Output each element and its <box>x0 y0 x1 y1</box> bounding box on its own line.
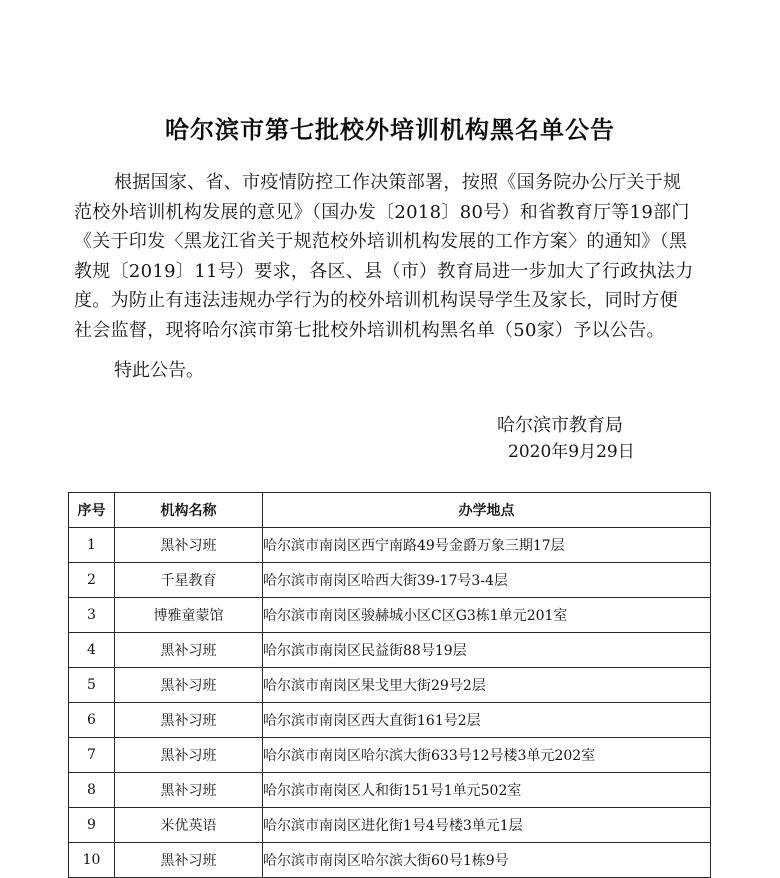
institution-name: 黑补习班 <box>115 843 263 878</box>
table-header-row <box>69 493 711 528</box>
closing-text: 特此公告。 <box>114 360 204 381</box>
institution-name: 黑补习班 <box>115 668 263 703</box>
institution-address: 哈尔滨市南岗区哈尔滨大街60号1栋9号 <box>263 843 711 878</box>
table-row <box>69 633 711 668</box>
header-name: 机构名称 <box>115 493 263 528</box>
institution-address: 哈尔滨市南岗区人和街151号1单元502室 <box>263 773 711 808</box>
institution-name: 黑补习班 <box>115 703 263 738</box>
institution-address: 哈尔滨市南岗区骏赫城小区C区G3栋1单元201室 <box>263 598 711 633</box>
table-row <box>69 528 711 563</box>
institution-address: 哈尔滨市南岗区进化街1号4号楼3单元1层 <box>263 808 711 843</box>
table-row <box>69 738 711 773</box>
institution-name: 千星教育 <box>115 563 263 598</box>
institution-address: 哈尔滨市南岗区西大直街161号2层 <box>263 703 711 738</box>
institution-address: 哈尔滨市南岗区西宁南路49号金爵万象三期17层 <box>263 528 711 563</box>
row-number: 5 <box>69 668 115 703</box>
issue-date: 2020年9月29日 <box>508 442 635 462</box>
institution-address: 哈尔滨市南岗区果戈里大街29号2层 <box>263 668 711 703</box>
institution-name: 博雅童蒙馆 <box>115 598 263 633</box>
table-row <box>69 703 711 738</box>
header-no: 序号 <box>69 493 115 528</box>
table-row <box>69 843 711 878</box>
institution-address: 哈尔滨市南岗区哈西大街39-17号3-4层 <box>263 563 711 598</box>
row-number: 1 <box>69 528 115 563</box>
row-number: 10 <box>69 843 115 878</box>
blacklist-table <box>68 492 711 878</box>
institution-name: 黑补习班 <box>115 528 263 563</box>
institution-name: 黑补习班 <box>115 738 263 773</box>
table-row <box>69 563 711 598</box>
table-row <box>69 773 711 808</box>
row-number: 6 <box>69 703 115 738</box>
institution-name: 黑补习班 <box>115 633 263 668</box>
row-number: 7 <box>69 738 115 773</box>
institution-name: 米优英语 <box>115 808 263 843</box>
header-address: 办学地点 <box>263 493 711 528</box>
table-row <box>69 668 711 703</box>
institution-address: 哈尔滨市南岗区民益街88号19层 <box>263 633 711 668</box>
row-number: 3 <box>69 598 115 633</box>
row-number: 9 <box>69 808 115 843</box>
body-text: 根据国家、省、市疫情防控工作决策部署，按照《国务院办公厅关于规范校外培训机构发展的意见》（国办发〔2018〕80号）和省教育厅等19部门《关于印发〈黑龙江省关于规范校外培训机构发展的工作方案〉的通知》（黑教规〔2019〕11号）要求，各区、县（市）教育局进一步加大了行政执法力度。为防止有违法违规办学行为的校外培训机构误导学生及家长，同时方便社会监督，现将哈尔滨市第七批校外培训机构黑名单（50家）予以公告。 <box>74 172 694 341</box>
table-row <box>69 808 711 843</box>
body-paragraph <box>74 168 694 345</box>
row-number: 8 <box>69 773 115 808</box>
issuer-name: 哈尔滨市教育局 <box>497 415 623 436</box>
table-row <box>69 598 711 633</box>
institution-name: 黑补习班 <box>115 773 263 808</box>
row-number: 2 <box>69 563 115 598</box>
document-title: 哈尔滨市第七批校外培训机构黑名单公告 <box>165 115 615 144</box>
institution-address: 哈尔滨市南岗区哈尔滨大街633号12号楼3单元202室 <box>263 738 711 773</box>
row-number: 4 <box>69 633 115 668</box>
